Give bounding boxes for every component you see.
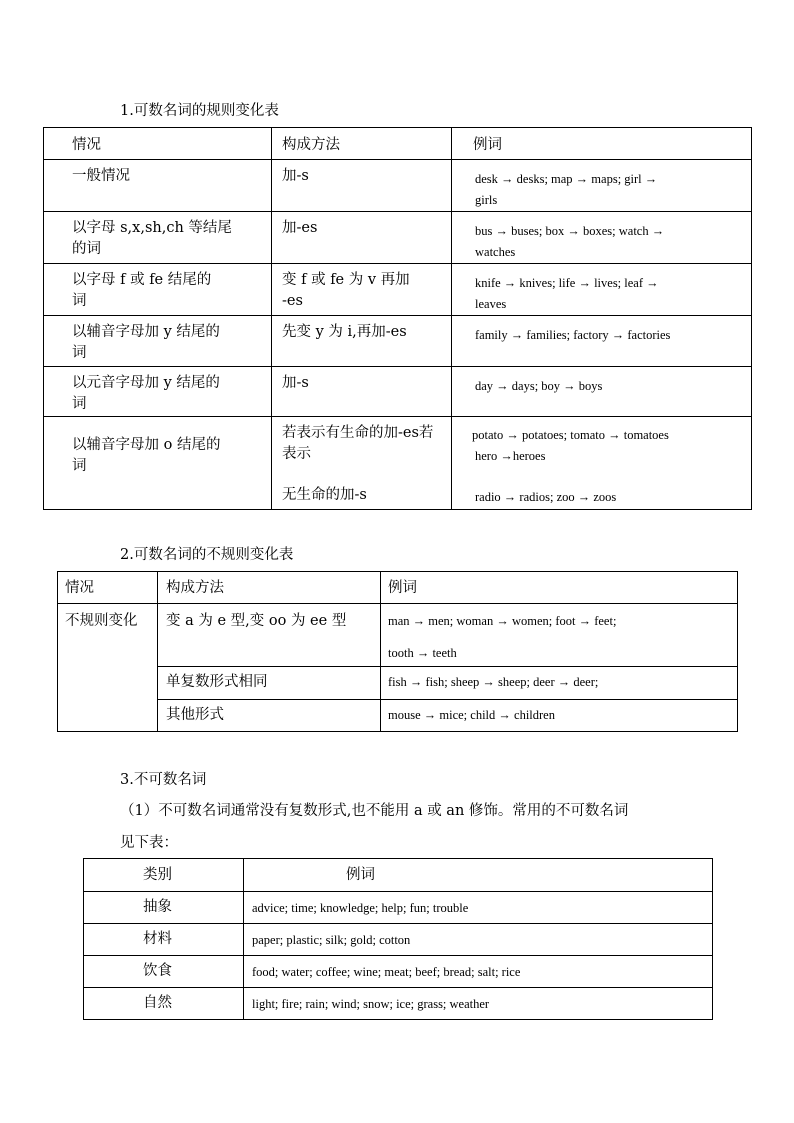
table-header-row: [44, 128, 752, 160]
method-text: 加-es: [282, 220, 318, 236]
table-row: [58, 667, 738, 700]
examples-line: knife → knives; life → lives; leaf →: [475, 276, 659, 290]
case-text: 的词: [72, 241, 101, 257]
header-examples: 例词: [381, 572, 738, 604]
section3-heading: 3.不可数名词: [120, 772, 207, 788]
method-text: 变 a 为 e 型,变 oo 为 ee 型: [158, 604, 381, 667]
section3-paragraph-line1: （1）不可数名词通常没有复数形式,也不能用 a 或 an 修饰。常用的不可数名词: [120, 803, 629, 819]
method-text: 变 f 或 fe 为 v 再加: [282, 272, 410, 288]
uncountable-nouns-table: [83, 858, 713, 1020]
case-text: 以元音字母加 y 结尾的: [72, 375, 220, 391]
table-row: [58, 604, 738, 667]
table-row: [44, 417, 752, 510]
regular-plural-table: [43, 127, 752, 510]
category-text: 抽象: [84, 892, 244, 924]
table-row: [44, 367, 752, 417]
examples-line: mouse → mice; child → children: [381, 700, 738, 732]
case-text: 一般情况: [72, 168, 130, 184]
examples-line: tooth → teeth: [388, 646, 457, 660]
table-row: [84, 924, 713, 956]
method-text: 单复数形式相同: [158, 667, 381, 700]
table-row: [58, 700, 738, 732]
method-text: 加-s: [282, 375, 309, 391]
method-text: 无生命的加-s: [282, 487, 367, 503]
method-text: 若表示有生命的加-es若: [282, 425, 434, 441]
examples-line: food; water; coffee; wine; meat; beef; bread; salt; rice: [244, 956, 713, 988]
examples-line: family → families; factory → factories: [475, 328, 671, 342]
section1-heading: 1.可数名词的规则变化表: [120, 103, 279, 119]
method-text: 先变 y 为 i,再加-es: [282, 324, 407, 340]
case-text: 以字母 f 或 fe 结尾的: [72, 272, 212, 288]
irregular-plural-table: [57, 571, 738, 732]
examples-line: watches: [475, 245, 516, 259]
section2-heading: 2.可数名词的不规则变化表: [120, 547, 294, 563]
header-method: 构成方法: [158, 572, 381, 604]
case-text: 词: [72, 293, 87, 309]
table-row: [84, 988, 713, 1020]
case-text: 以字母 s,x,sh,ch 等结尾: [72, 220, 232, 236]
examples-line: paper; plastic; silk; gold; cotton: [244, 924, 713, 956]
case-text: 以辅音字母加 y 结尾的: [72, 324, 220, 340]
case-text: 词: [72, 345, 87, 361]
header-examples: 例词: [452, 128, 752, 160]
section3-paragraph-line2: 见下表：: [120, 835, 178, 851]
examples-line: potato → potatoes; tomato → tomatoes: [472, 428, 669, 442]
method-text: -es: [282, 293, 303, 309]
examples-line: advice; time; knowledge; help; fun; trouble: [244, 892, 713, 924]
category-text: 自然: [84, 988, 244, 1020]
case-text: 词: [72, 396, 87, 412]
header-examples: 例词: [244, 859, 713, 892]
table-header-row: [58, 572, 738, 604]
header-case: 情况: [44, 128, 272, 160]
table-row: [84, 956, 713, 988]
case-text: 词: [72, 458, 87, 474]
table-row: [44, 160, 752, 212]
examples-line: day → days; boy → boys: [475, 379, 603, 393]
examples-line: hero →heroes: [475, 449, 546, 463]
header-category: 类别: [84, 859, 244, 892]
method-text: 加-s: [282, 168, 309, 184]
table-row: [84, 892, 713, 924]
examples-line: bus → buses; box → boxes; watch →: [475, 224, 665, 238]
category-text: 材料: [84, 924, 244, 956]
case-text: 以辅音字母加 o 结尾的: [72, 437, 221, 453]
examples-line: radio → radios; zoo → zoos: [475, 490, 617, 504]
table-header-row: [84, 859, 713, 892]
header-case: 情况: [58, 572, 158, 604]
header-method: 构成方法: [272, 128, 452, 160]
examples-line: fish → fish; sheep → sheep; deer → deer;: [381, 667, 738, 700]
table-row: [44, 316, 752, 367]
examples-line: girls: [475, 193, 498, 207]
method-text: 表示: [282, 446, 311, 462]
examples-line: leaves: [475, 297, 507, 311]
case-text: 不规则变化: [58, 604, 158, 732]
method-text: 其他形式: [158, 700, 381, 732]
examples-line: light; fire; rain; wind; snow; ice; grass; weather: [244, 988, 713, 1020]
category-text: 饮食: [84, 956, 244, 988]
examples-line: desk → desks; map → maps; girl →: [475, 172, 658, 186]
examples-line: man → men; woman → women; foot → feet;: [388, 614, 617, 628]
table-row: [44, 212, 752, 264]
table-row: [44, 264, 752, 316]
